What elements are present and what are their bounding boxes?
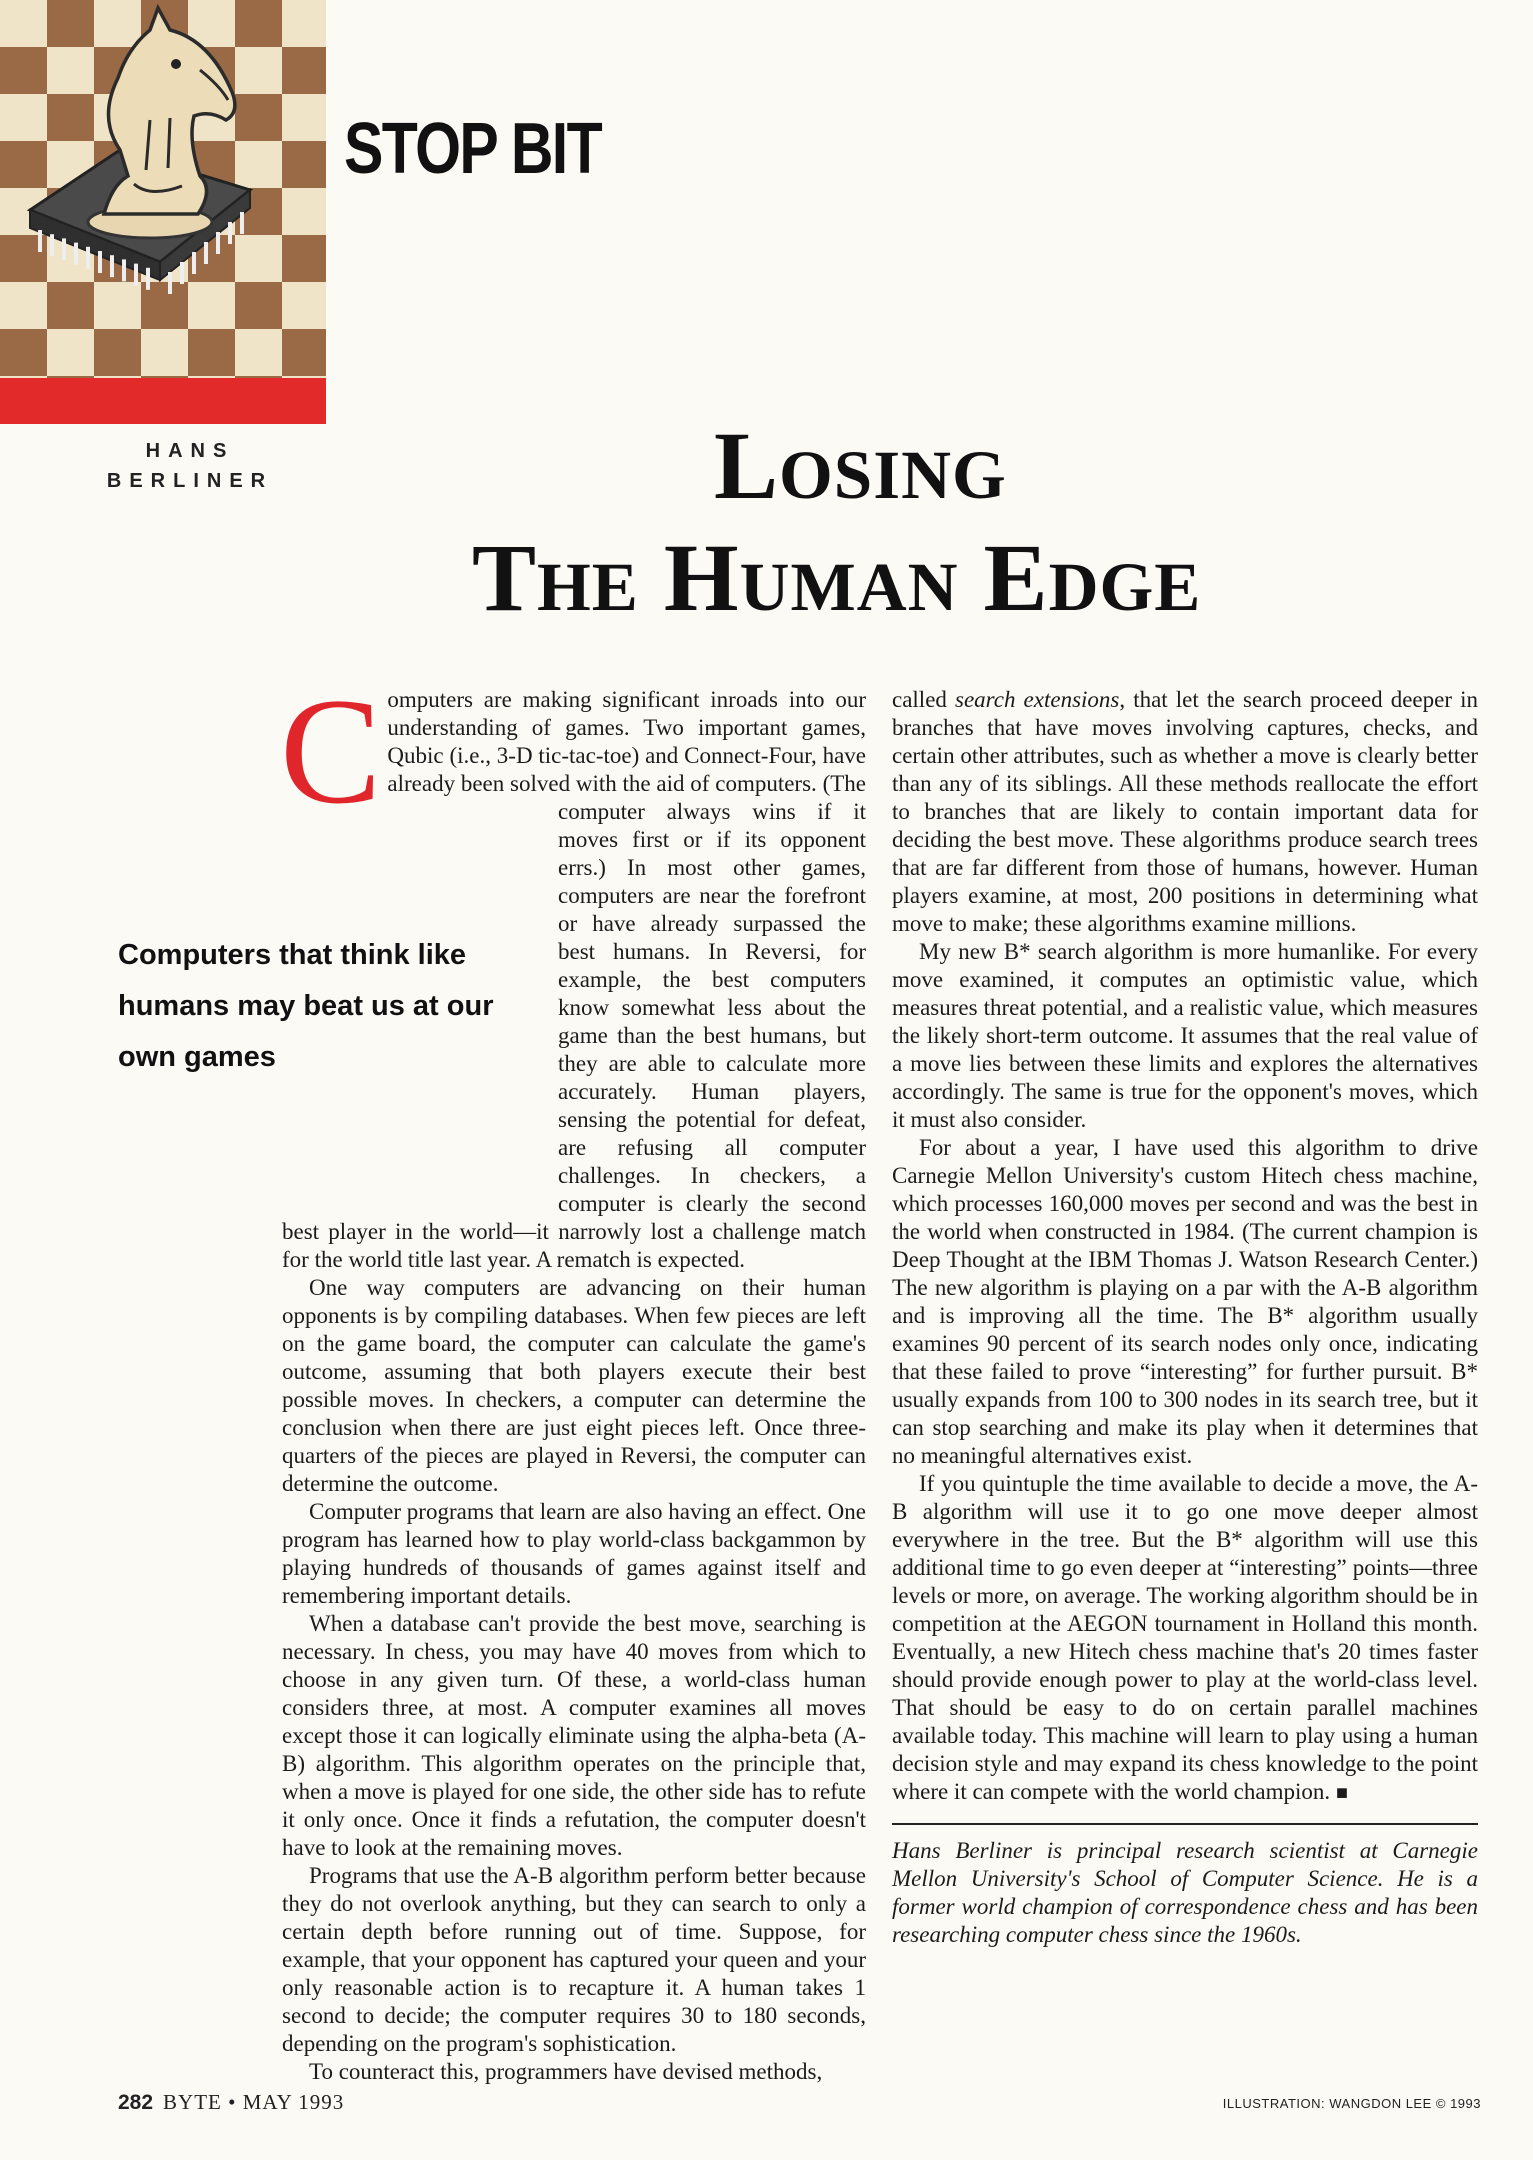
article-paragraph: called search extensions, that let the search proceed deeper in branches that have moves involving captures, checks, and certain other attributes, such as whether a move is clearly better than any of its siblings. All these methods reallocate the effort to branches that are likely to contain important data for deciding the best move. These algorithms produce search trees that are far different from those of humans, however. Human players examine, at most, 200 positions in determining what move to make; these algorithms examine millions. (892, 687, 1478, 936)
board-square (282, 0, 326, 47)
board-square (235, 141, 282, 188)
board-square (282, 47, 326, 94)
illustration-credit: ILLUSTRATION: WANGDON LEE © 1993 (1222, 2096, 1481, 2111)
board-square (235, 282, 282, 329)
board-square (0, 0, 47, 47)
author-byline (80, 436, 300, 496)
pull-quote-spacer (282, 1006, 544, 1202)
board-square (0, 329, 47, 376)
article-paragraph: To counteract this, programmers have devised methods, (309, 2059, 823, 2084)
board-square (282, 282, 326, 329)
article-paragraph: Computers are making significant inroads into our understanding of games. Two important games, Qubic (i.e., 3-D tic-tac-toe) and Connect-Four, have already been solved with the aid of computers. (The computer always wins if it moves first or if its opponent errs.) In most other games, computers are near the forefront or have already surpassed the best humans. In Reversi, for example, the best computers know somewhat less about the game than the best humans, but they are able to calculate more accurately. Human players, sensing the potential for defeat, are refusing all computer challenges. In checkers, a computer is clearly the second best player in the world—it narrowly lost a challenge match for the world title last year. A rematch is expected. (280, 667, 866, 1272)
article-right-column (892, 686, 1478, 1949)
article-paragraph: My new B* search algorithm is more humanlike. For every move examined, it computes an optimistic value, which measures threat potential, and a realistic value, which measures the likely short-term outcome. It assumes that the real value of a move lies between these limits and explores the alternatives accordingly. The same is true for the opponent's moves, which it must also consider. (892, 939, 1478, 1132)
publication-info: BYTE • MAY 1993 (163, 2090, 345, 2114)
board-square (47, 47, 94, 94)
board-square (188, 282, 235, 329)
board-square (94, 282, 141, 329)
headline-line-1: LOSING (714, 412, 1007, 519)
drop-cap: C (280, 667, 382, 835)
board-square (0, 282, 47, 329)
board-square (282, 235, 326, 282)
board-square (282, 329, 326, 376)
chess-knight-chip-illustration (0, 0, 326, 424)
board-square (141, 329, 188, 376)
board-square (188, 329, 235, 376)
board-square (0, 141, 47, 188)
checkerboard-illustration (0, 0, 326, 424)
board-square (235, 47, 282, 94)
article-left-column (280, 667, 866, 2086)
board-square (0, 94, 47, 141)
accent-red-bar (0, 378, 326, 424)
article-paragraph: One way computers are advancing on their human opponents is by compiling databases. When few pieces are left on the game board, the computer can calculate the game's outcome, assuming that both players execute their best possible moves. In checkers, a computer can determine the conclusion when there are just eight pieces left. Once three-quarters of the pieces are played in Reversi, the computer can determine the outcome. (282, 1275, 866, 1496)
article-paragraph: When a database can't provide the best move, searching is necessary. In chess, you may have 40 moves from which to choose in any given turn. Of these, a world-class human considers three, at most. A computer examines all moves except those it can logically eliminate using the alpha-beta (A-B) algorithm. This algorithm operates on the principle that, when a move is played for one side, the other side has to refute it only once. Once it finds a refutation, the computer doesn't have to look at the remaining moves. (282, 1611, 866, 1860)
pull-quote: Computers that think like humans may beat us at our own games (118, 939, 494, 1073)
author-first-name: HANS (145, 440, 235, 462)
board-square (235, 94, 282, 141)
author-bio: Hans Berliner is principal research scientist at Carnegie Mellon University's School of Computer Science. He is a former world champion of correspondence chess and has been researching computer chess since the 1960s. (892, 1838, 1478, 1947)
page-footer (118, 2090, 344, 2115)
board-square (47, 329, 94, 376)
headline-line-2: THE HUMAN EDGE (472, 524, 1202, 631)
article-paragraph: For about a year, I have used this algorithm to drive Carnegie Mellon University's custom Hitech chess machine, which processes 160,000 moves per second and was the best in the world when constructed in 1984. (The current champion is Deep Thought at the IBM Thomas J. Watson Research Center.) The new algorithm is playing on a par with the A-B algorithm and is improving all the time. The B* algorithm usually examines 90 percent of its search nodes only once, indicating that these failed to prove “interesting” for further pursuit. B* usually expands from 100 to 300 nodes in its search tree, but it can stop searching and make its play when it determines that no meaningful alternatives exist. (892, 1135, 1478, 1468)
page-number: 282 (118, 2091, 154, 2114)
board-square (235, 235, 282, 282)
board-square (0, 47, 47, 94)
board-square (282, 188, 326, 235)
end-mark-icon: ■ (1335, 1782, 1348, 1804)
article-paragraph: If you quintuple the time available to decide a move, the A-B algorithm will use it to go one move deeper almost everywhere in the tree. But the B* algorithm will use this additional time to go even deeper at “interesting” points—three levels or more, on average. The working algorithm should be in competition at the AEGON tournament in Holland this month. Eventually, a new Hitech chess machine that's 20 times faster should provide enough power to play at the world-class level. That should be easy to do on certain parallel machines available today. This machine will learn to play using a human decision style and may expand its chess knowledge to the point where it can compete with the world champion. ■ (892, 1471, 1478, 1804)
board-square (235, 0, 282, 47)
board-square (282, 141, 326, 188)
column-title: STOP BIT (344, 109, 602, 189)
board-square (47, 0, 94, 47)
board-square (94, 0, 141, 47)
board-square (235, 329, 282, 376)
author-last-name: BERLINER (106, 470, 274, 492)
board-square (94, 329, 141, 376)
article-paragraph: Computer programs that learn are also having an effect. One program has learned how to play world-class backgammon by playing hundreds of thousands of games against itself and remembering important details. (282, 1499, 866, 1608)
article-paragraph: Programs that use the A-B algorithm perform better because they do not overlook anything, but they can search to only a certain depth before running out of time. Suppose, for example, that your opponent has captured your queen and your only reasonable action is to recapture it. A human takes 1 second to decide; the computer requires 30 to 180 seconds, depending on the program's sophistication. (282, 1863, 866, 2056)
board-square (282, 94, 326, 141)
board-square (47, 282, 94, 329)
board-square (47, 94, 94, 141)
bio-divider (892, 1823, 1478, 1825)
